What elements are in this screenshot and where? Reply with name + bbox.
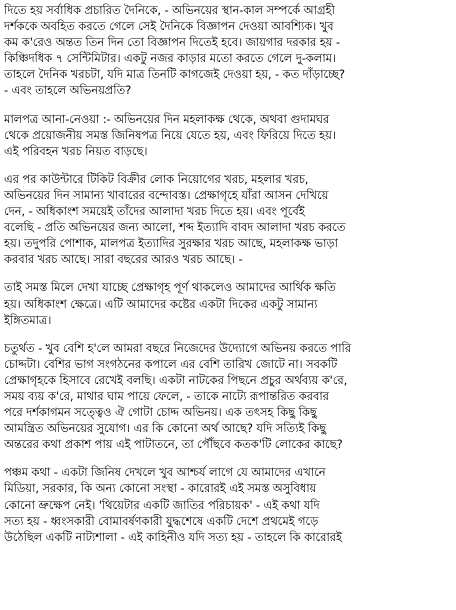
text-line: তাহলে দৈনিক খরচটা, যদি মাত্র তিনটি কাগজেই দেওয়া হয়, - কত দাঁড়াচ্ছে? — [4, 67, 345, 82]
paragraph-gap — [4, 99, 452, 111]
text-line: হয়। অধিকাংশ ক্ষেত্রে। এটি আমাদের কষ্টের একটা দিকের একটু সামান্য — [4, 296, 318, 311]
text-line: মিডিয়া, সরকার, কি অন্য কোনো সংস্থা - কারোরই এই সমস্ত অসুবিধায় — [4, 481, 317, 496]
text-line: আমন্ত্রিত অভিনয়ের সুযোগ। এর কি কোনো অর্থ আছে? যদি সত্যিই কিছু — [4, 421, 327, 436]
paragraph-advertising — [4, 2, 452, 99]
text-line: প্রেক্ষাগৃহকে হিসাবে রেখেই বলছি। একটা নাটকের পিছনে প্রচুর অর্থব্যয় ক'রে, — [4, 372, 348, 387]
text-line: ইঙ্গিতমাত্র। — [4, 312, 52, 327]
text-line: দেন, - অধিকাংশ সময়েই তাঁদের আলাদা খরচ দিতে হয়। এবং পূর্বেই — [4, 204, 305, 219]
text-line: থেকে প্রয়োজনীয় সমস্ত জিনিষপত্র নিয়ে যেতে হয়, এবং ফিরিয়ে দিতে হয়। — [4, 127, 336, 142]
text-line: কিঞ্চিদধিক ৭ সেন্টিমিটার। একটু নজর কাড়ার মতো করতে গেলে দু-কলাম। — [4, 51, 336, 66]
paragraph-fourth — [4, 340, 452, 453]
text-line: কোনো ভ্রুক্ষেপ নেই। 'থিয়েটার একটি জাতির পরিচায়ক' - এই কথা যদি — [4, 497, 320, 512]
text-line: চোদ্দটা। বেশির ভাগ সংগঠনের কপালে এর বেশি তারিখ জোটে না। সবকটি — [4, 356, 338, 371]
text-line: পঞ্চম কথা - একটা জিনিষ দেখলে খুব আশ্চর্য লাগে যে আমাদের এখানে — [4, 465, 326, 480]
text-line: চতুর্থত - খুব বেশি হ'লে আমরা বছরে নিজেদের উদ্যোগে অভিনয় করতে পারি — [4, 340, 352, 355]
text-line: অভিনয়ের দিন সামান্য খাবারের বন্দোবস্ত। প্রেক্ষাগৃহে যাঁরা আসন দেখিয়ে — [4, 187, 329, 202]
text-line: মালপত্র আনা-নেওয়া :- অভিনয়ের দিন মহলাকক্ষ থেকে, অথবা গুদামঘর — [4, 111, 330, 126]
text-line: - এবং তাহলে অভিনয়প্রতি? — [4, 83, 132, 98]
text-line: দিতে হয় সর্বাধিক প্রচারিত দৈনিকে, - অভিনয়ের স্থান-কাল সম্পর্কে আগ্রহী — [4, 3, 335, 17]
text-line: হয়। তদুপরি পোশাক, মালপত্র ইত্যাদির সুরক্ষার খরচ আছে, মহলাকক্ষ ভাড়া — [4, 236, 338, 251]
text-line: বলেছি - প্রতি অভিনয়ের জন্য আলো, শব্দ ইত্যাদি বাবদ আলাদা খরচ করতে — [4, 220, 346, 235]
text-line: দর্শককে অবহিত করতে গেলে সেই দৈনিকে বিজ্ঞাপন দেওয়া আবশ্যিক। খুব — [4, 19, 334, 34]
paragraph-fifth — [4, 464, 452, 544]
text-line: করবার খরচ আছে। সারা বছরের আরও খরচ আছে। - — [4, 252, 243, 267]
text-line: কম ক'রেও অন্তত তিন দিন তো বিজ্ঞাপন দিতেই হবে। জায়গার দরকার হয় - — [4, 35, 340, 50]
text-line: তাই সমস্ত মিলে দেখা যাচ্ছে প্রেক্ষাগৃহ পূর্ণ থাকলেও আমাদের আর্থিক ক্ষতি — [4, 280, 336, 295]
paragraph-gap — [4, 159, 452, 171]
paragraph-loss — [4, 279, 452, 327]
text-line: অন্তরের কথা প্রকাশ পায় এই পাটাতনে, তা পৌঁছবে কতক'টি লোকের কাছে? — [4, 437, 343, 452]
text-line: পরে দর্শকাগমন সত্ত্বেও ঐ গোটা চোদ্দ অভিনয়। এক তৎসহ কিছু কিছু — [4, 405, 317, 420]
paragraph-gap — [4, 328, 452, 340]
paragraph-counter-costs — [4, 171, 452, 268]
paragraph-transport — [4, 111, 452, 159]
paragraph-gap — [4, 267, 452, 279]
text-line: সত্য হয় - ধ্বংসকারী বোমাবর্ষণকারী যুদ্ধশেষে একটি দেশে প্রথমেই গড়ে — [4, 513, 319, 528]
text-line: সময় ব্যয় ক'রে, মাথার ঘাম পায়ে ফেলে, - তাকে নাট্যে রূপান্তরিত করবার — [4, 388, 329, 403]
paragraph-gap — [4, 452, 452, 464]
text-line: উঠেছিল একটি নাট্যশালা - এই কাহিনীও যদি সত্য হয় - তাহলে কি কারোরই — [4, 529, 342, 544]
text-line: এই পরিবহন খরচ নিয়ত বাড়ছে। — [4, 143, 148, 158]
text-line: এর পর কাউন্টারে টিকিট বিক্রীর লোক নিয়োগের খরচ, মহলার খরচ, — [4, 171, 309, 186]
